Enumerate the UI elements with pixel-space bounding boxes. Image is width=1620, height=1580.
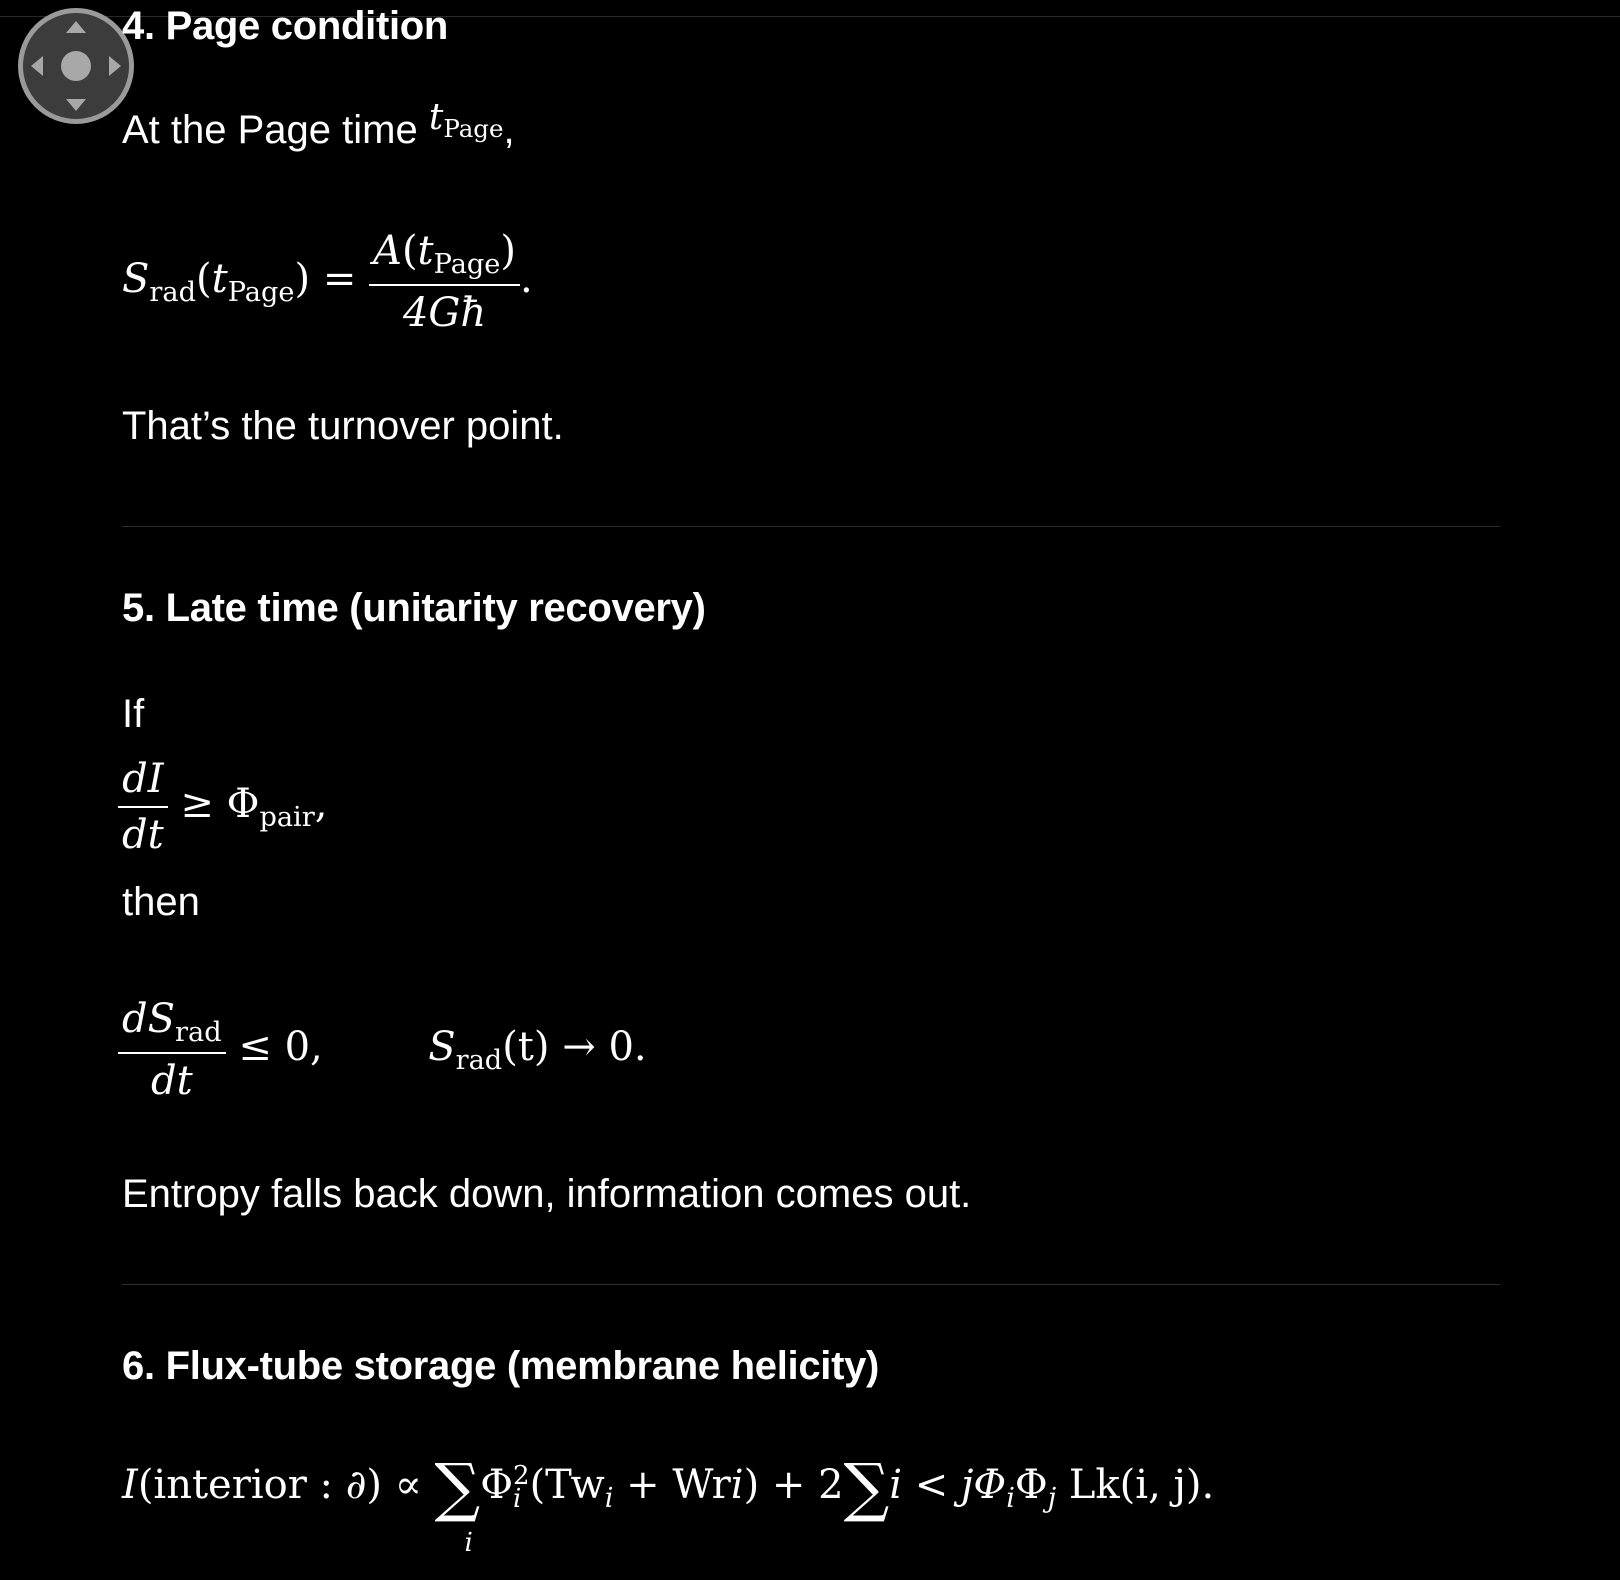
eq-equals: = (322, 256, 357, 302)
eq-lhs-arg-sub: Page (227, 277, 295, 308)
eq-tail-sub2: j (1047, 1483, 1057, 1514)
section-divider (122, 526, 1500, 527)
turnover-text: That’s the turnover point. (122, 404, 564, 448)
sigma-sub: i (464, 1528, 473, 1558)
eq-tw-sub: i (604, 1483, 614, 1514)
if-label: If (122, 692, 145, 736)
eq-tw: (Tw (529, 1462, 605, 1508)
entropy-text: Entropy falls back down, information comes out. (122, 1172, 972, 1216)
res-num-sub: rad (175, 1017, 222, 1048)
res2-end: 0. (608, 1024, 647, 1070)
eq-lhs-close: ) (294, 256, 311, 302)
res2-sub: rad (455, 1045, 503, 1076)
eq-num-open: ( (401, 228, 418, 274)
pan-joystick-control[interactable] (18, 8, 134, 124)
eq-denominator: 4Għ (402, 290, 487, 336)
eq-tail: i < jΦ (889, 1462, 1007, 1508)
cond-numerator: dI (118, 756, 168, 808)
eq-end: . (520, 256, 533, 302)
res2-var: S (428, 1024, 456, 1070)
res-relation: ≤ 0, (238, 1024, 323, 1070)
eq-i: I (122, 1462, 138, 1508)
eq-close: ) (743, 1462, 760, 1508)
res-numerator (118, 996, 226, 1054)
late-time-condition (118, 756, 327, 858)
section-4-heading: 4. Page condition (122, 4, 449, 48)
res2-arg: (t) (502, 1024, 550, 1070)
late-time-result (118, 996, 647, 1104)
intro-sub: Page (443, 114, 504, 144)
eq-lhs-open: ( (196, 256, 212, 302)
flux-tube-equation (122, 1451, 1215, 1558)
eq-phi-sub: i (513, 1484, 522, 1514)
cond-denominator: dt (122, 812, 164, 858)
eq-tail-sub1: i (1006, 1483, 1015, 1514)
eq-linking: Lk(i, j). (1056, 1462, 1215, 1508)
page-condition-equation (122, 228, 533, 336)
eq-phi: Φ (480, 1462, 514, 1508)
res2-arrow: → (562, 1024, 596, 1070)
eq-wr-i: i (730, 1462, 744, 1508)
eq-plus-wr: + Wr (626, 1462, 731, 1508)
cond-phi: Φ (226, 781, 260, 827)
eq-paren: (interior : ∂) (137, 1462, 383, 1508)
eq-numerator (369, 228, 520, 286)
intro-math (428, 97, 504, 144)
eq-fraction (369, 228, 520, 336)
eq-lhs-var: S (122, 256, 150, 302)
eq-proportional: ∝ (394, 1462, 422, 1508)
eq-sum-1 (434, 1451, 481, 1558)
eq-tail-phi: Φ (1014, 1462, 1048, 1508)
eq-num-close: ) (500, 228, 517, 274)
res-denominator: dt (150, 1058, 193, 1104)
section-6-heading: 6. Flux-tube storage (membrane helicity) (122, 1344, 880, 1388)
intro-text: At the Page time (122, 108, 418, 152)
sigma-symbol: ∑ (843, 1451, 890, 1525)
sigma-symbol: ∑ (434, 1451, 481, 1525)
section-5-heading: 5. Late time (unitarity recovery) (122, 586, 706, 630)
eq-phi-scripts (513, 1460, 530, 1514)
pan-joystick-icon (23, 13, 129, 119)
cond-relation: ≥ (180, 781, 214, 827)
eq-lhs-arg: t (211, 256, 228, 302)
page-time-intro (122, 97, 515, 157)
res-fraction (118, 996, 226, 1104)
eq-plus-two: + 2 (771, 1462, 844, 1508)
eq-num-var: t (417, 228, 434, 274)
eq-lhs-sub: rad (149, 277, 197, 308)
eq-num-a: A (373, 228, 402, 274)
eq-num-sub: Page (433, 249, 501, 280)
intro-end: , (503, 108, 515, 152)
intro-var: t (428, 97, 444, 138)
section-divider (122, 1284, 1500, 1285)
then-label: then (122, 880, 200, 924)
res-num-d: dS (122, 996, 176, 1042)
cond-phi-sub: pair (259, 802, 315, 833)
cond-fraction (118, 756, 168, 858)
eq-phi-sup: 2 (513, 1460, 530, 1491)
cond-end: , (314, 781, 328, 827)
